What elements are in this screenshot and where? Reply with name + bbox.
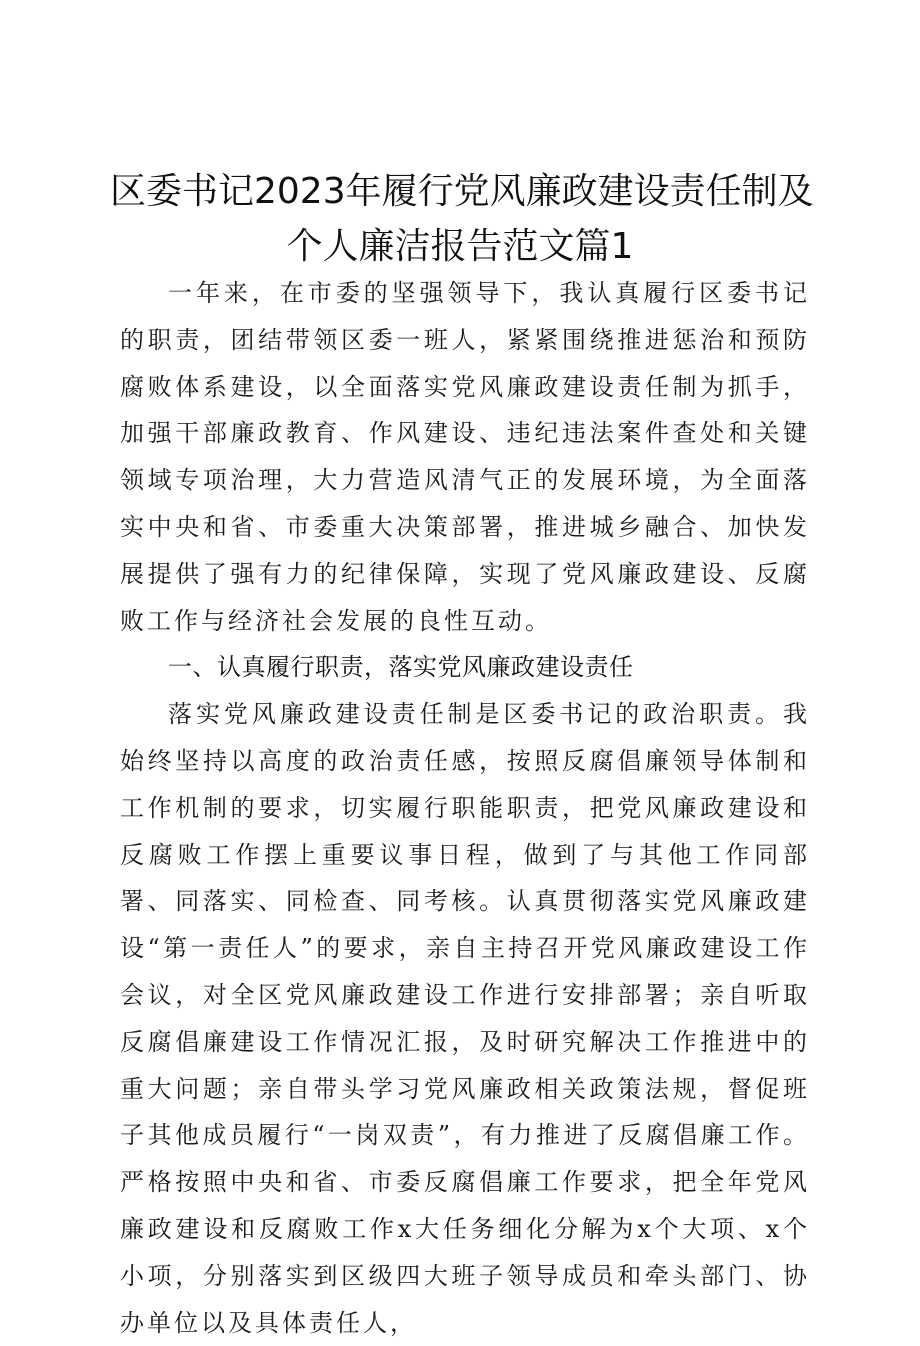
section-1-paragraph: 落实党风廉政建设责任制是区委书记的政治职责。我始终坚持以高度的政治责任感，按照反腐倡廉领导体制和工作机制的要求，切实履行职能职责，把党风廉政建设和反腐败工作摆上重要议事日程，做到了与其他工作同部署、同落实、同检查、同考核。认真贯彻落实党风廉政建设“第一责任人”的要求，亲自主持召开党风廉政建设工作会议，对全区党风廉政建设工作进行安排部署；亲自听取反腐倡廉建设工作情况汇报，及时研究解决工作推进中的重大问题；亲自带头学习党风廉政相关政策法规，督促班子其他成员履行“一岗双责”，有力推进了反腐倡廉工作。严格按照中央和省、市委反腐倡廉工作要求，把全年党风廉政建设和反腐败工作x大任务细化分解为x个大项、x个小项，分别落实到区级四大班子领导成员和牵头部门、协办单位以及具体责任人，	[120, 700, 810, 1337]
document-title-line-2: 个人廉洁报告范文篇1	[286, 226, 634, 267]
section-heading-1: 一、认真履行职责，落实党风廉政建设责任	[168, 653, 634, 682]
document-body	[120, 270, 810, 1346]
intro-paragraph: 一年来，在市委的坚强领导下，我认真履行区委书记的职责，团结带领区委一班人，紧紧围绕推进惩治和预防腐败体系建设，以全面落实党风廉政建设责任制为抓手，加强干部廉政教育、作风建设、违纪违法案件查处和关键领域专项治理，大力营造风清气正的发展环境，为全面落实中央和省、市委重大决策部署，推进城乡融合、加快发展提供了强有力的纪律保障，实现了党风廉政建设、反腐败工作与经济社会发展的良性互动。	[120, 279, 810, 635]
document-title-line-1: 区委书记2023年履行党风廉政建设责任制及	[110, 171, 814, 212]
